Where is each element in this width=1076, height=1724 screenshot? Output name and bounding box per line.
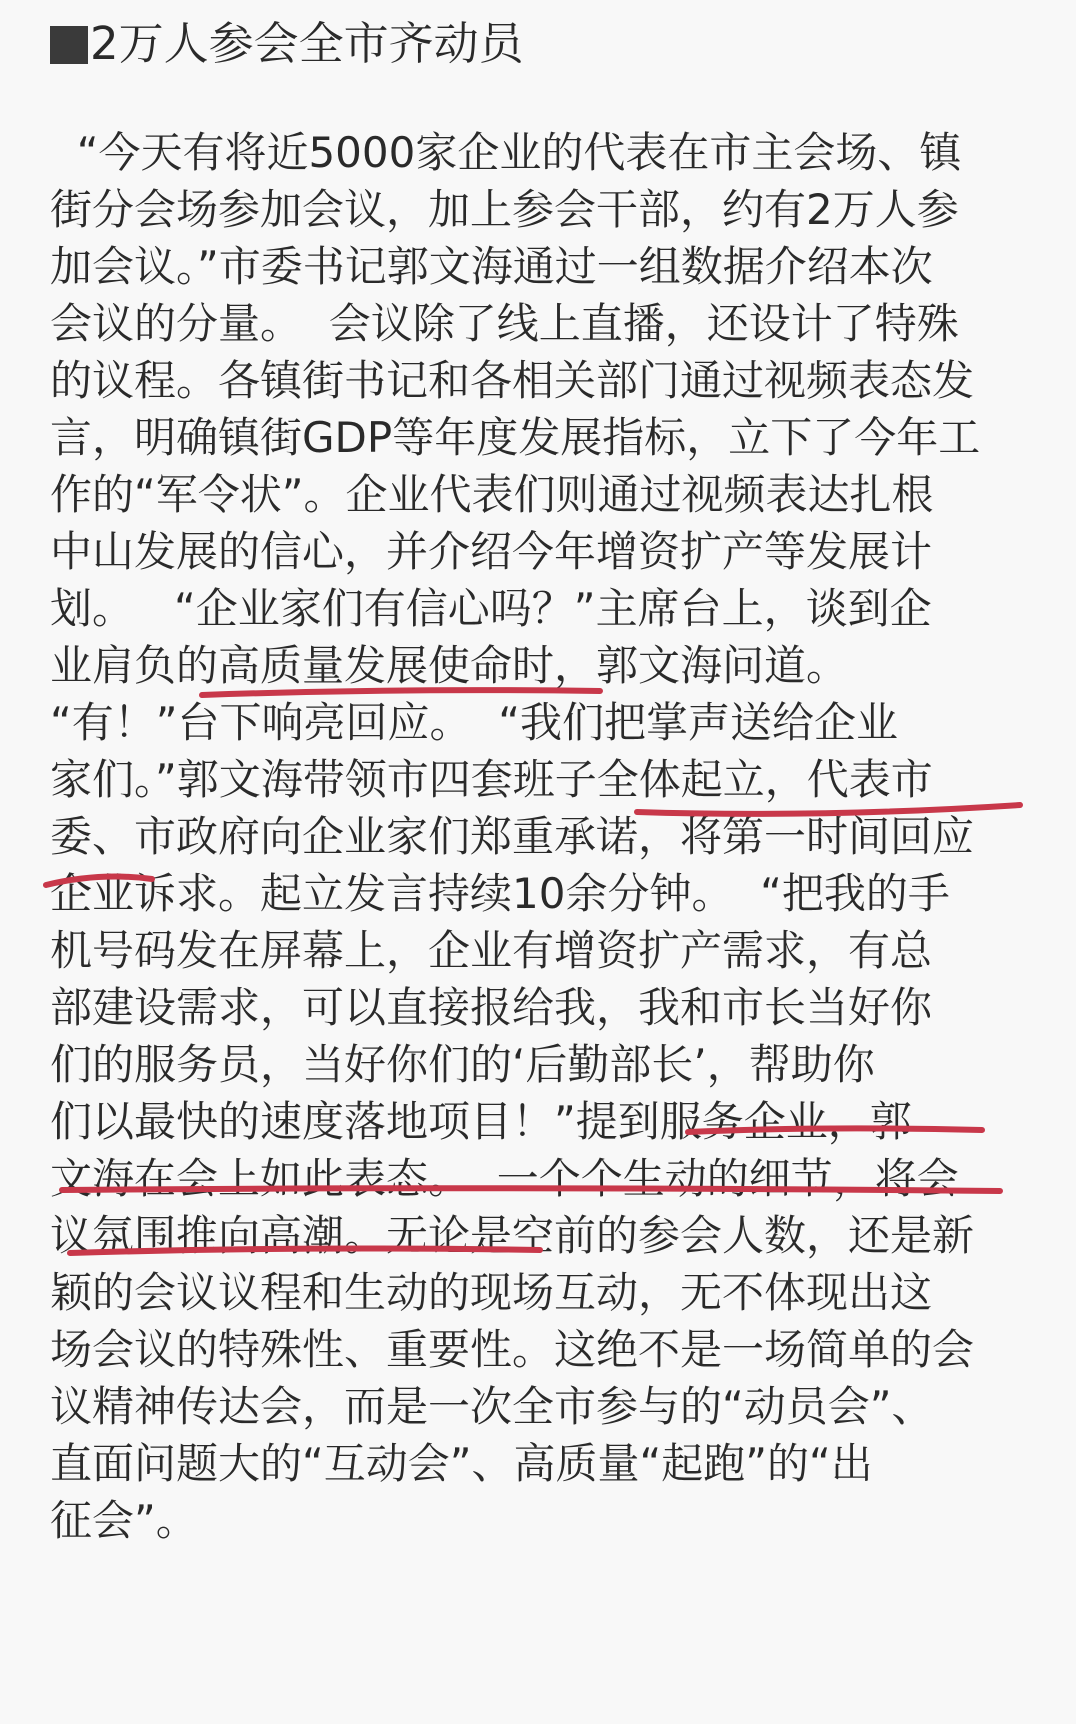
text-line: 颖的会议议程和生动的现场互动，无不体现出这 xyxy=(50,1268,933,1317)
text-line: 委、市政府向企业家们郑重承诺，将第一时间回应 xyxy=(50,812,975,861)
text-line: 部建设需求，可以直接报给我，我和市长当好你 xyxy=(50,983,933,1032)
text-line: 言，明确镇街GDP等年度发展指标，立下了今年工 xyxy=(50,413,981,462)
text-line: 议氛围推向高潮。无论是空前的参会人数，还是新 xyxy=(50,1211,975,1260)
text-line: 文海在会上如此表态。 一个个生动的细节，将会 xyxy=(50,1154,959,1203)
text-line: 的议程。各镇街书记和各相关部门通过视频表态发 xyxy=(50,356,975,405)
text-line: 业肩负的高质量发展使命时，郭文海问道。 xyxy=(50,641,849,690)
text-line: 家们。”郭文海带领市四套班子全体起立，代表市 xyxy=(50,755,933,804)
text-line: 机号码发在屏幕上，企业有增资扩产需求，有总 xyxy=(50,926,933,975)
text-line: “有！”台下响亮回应。 “我们把掌声送给企业 xyxy=(50,698,898,747)
text-line: 划。 “企业家们有信心吗？”主席台上，谈到企 xyxy=(50,584,932,633)
text-line: 会议的分量。 会议除了线上直播，还设计了特殊 xyxy=(50,299,959,348)
text-line: 加会议。”市委书记郭文海通过一组数据介绍本次 xyxy=(50,242,933,291)
text-line: 街分会场参加会议，加上参会干部，约有2万人参 xyxy=(50,185,959,234)
text-line: 企业诉求。起立发言持续10余分钟。 “把我的手 xyxy=(50,869,950,918)
section-heading-text: 2万人参会全市齐动员 xyxy=(90,17,524,70)
black-square-icon xyxy=(50,26,88,64)
text-line: 征会”。 xyxy=(50,1496,198,1545)
text-line: “今天有将近5000家企业的代表在市主会场、镇 xyxy=(50,128,962,177)
text-line: 中山发展的信心，并介绍今年增资扩产等发展计 xyxy=(50,527,933,576)
text-line: 们的服务员，当好你们的‘后勤部长’，帮助你 xyxy=(50,1040,875,1089)
text-line: 议精神传达会，而是一次全市参与的“动员会”、 xyxy=(50,1382,934,1431)
section-heading xyxy=(50,14,524,74)
text-line: 直面问题大的“互动会”、高质量“起跑”的“出 xyxy=(50,1439,873,1488)
text-line: 们以最快的速度落地项目！”提到服务企业，郭 xyxy=(50,1097,912,1146)
text-line: 作的“军令状”。企业代表们则通过视频表达扎根 xyxy=(50,470,934,519)
text-line: 场会议的特殊性、重要性。这绝不是一场简单的会 xyxy=(50,1325,975,1374)
